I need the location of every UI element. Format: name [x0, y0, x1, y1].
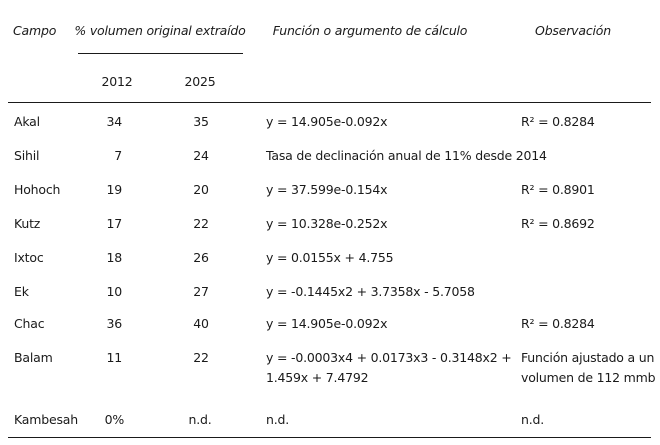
cell-2025: 24 — [193, 148, 209, 163]
cell-2025: 35 — [193, 114, 209, 129]
cell-2025: 22 — [193, 350, 209, 365]
cell-2012: 19 — [106, 182, 122, 197]
header-2025: 2025 — [184, 74, 216, 89]
cell-campo: Kutz — [14, 216, 41, 231]
cell-2012: 0% — [104, 412, 124, 427]
cell-funcion: y = 37.599e-0.154x — [266, 182, 388, 197]
cell-funcion: n.d. — [266, 412, 290, 427]
header-volumen: % volumen original extraído — [74, 23, 246, 38]
cell-2012: 36 — [106, 316, 122, 331]
cell-observacion: n.d. — [521, 412, 545, 427]
cell-funcion: y = 14.905e-0.092x — [266, 316, 388, 331]
cell-2012: 34 — [106, 114, 122, 129]
cell-funcion: y = 10.328e-0.252x — [266, 216, 388, 231]
cell-campo: Akal — [14, 114, 40, 129]
cell-funcion: y = 0.0155x + 4.755 — [266, 250, 394, 265]
cell-funcion: y = -0.1445x2 + 3.7358x - 5.7058 — [266, 284, 475, 299]
cell-campo: Sihil — [14, 148, 40, 163]
cell-2012: 7 — [114, 148, 122, 163]
header-observacion: Observación — [535, 23, 611, 38]
cell-campo: Balam — [14, 350, 53, 365]
cell-2012: 18 — [106, 250, 122, 265]
cell-campo: Ixtoc — [14, 250, 44, 265]
cell-2025: 20 — [193, 182, 209, 197]
cell-observacion: R² = 0.8284 — [521, 114, 595, 129]
header-rule — [8, 102, 651, 103]
cell-2012: 11 — [106, 350, 122, 365]
cell-campo: Hohoch — [14, 182, 61, 197]
cell-campo: Ek — [14, 284, 29, 299]
cell-campo: Chac — [14, 316, 45, 331]
header-funcion: Función o argumento de cálculo — [272, 23, 468, 38]
cell-2012: 17 — [106, 216, 122, 231]
cell-funcion: y = 14.905e-0.092x — [266, 114, 388, 129]
cell-observacion: R² = 0.8901 — [521, 182, 595, 197]
cell-2025: n.d. — [188, 412, 212, 427]
cell-campo: Kambesah — [14, 412, 78, 427]
cell-2012: 10 — [106, 284, 122, 299]
header-subrule — [78, 53, 243, 54]
cell-observacion-line2: volumen de 112 mmb — [521, 370, 656, 385]
cell-observacion-line1: Función ajustado a un — [521, 350, 655, 365]
cell-2025: 22 — [193, 216, 209, 231]
cell-2025: 27 — [193, 284, 209, 299]
cell-2025: 26 — [193, 250, 209, 265]
cell-funcion: Tasa de declinación anual de 11% desde 2014 — [266, 148, 547, 163]
cell-2025: 40 — [193, 316, 209, 331]
cell-funcion-line1: y = -0.0003x4 + 0.0173x3 - 0.3148x2 + — [266, 350, 512, 365]
header-campo: Campo — [13, 23, 57, 38]
cell-observacion: R² = 0.8284 — [521, 316, 595, 331]
cell-funcion-line2: 1.459x + 7.4792 — [266, 370, 369, 385]
bottom-rule — [8, 437, 651, 438]
header-2012: 2012 — [101, 74, 133, 89]
cell-observacion: R² = 0.8692 — [521, 216, 595, 231]
